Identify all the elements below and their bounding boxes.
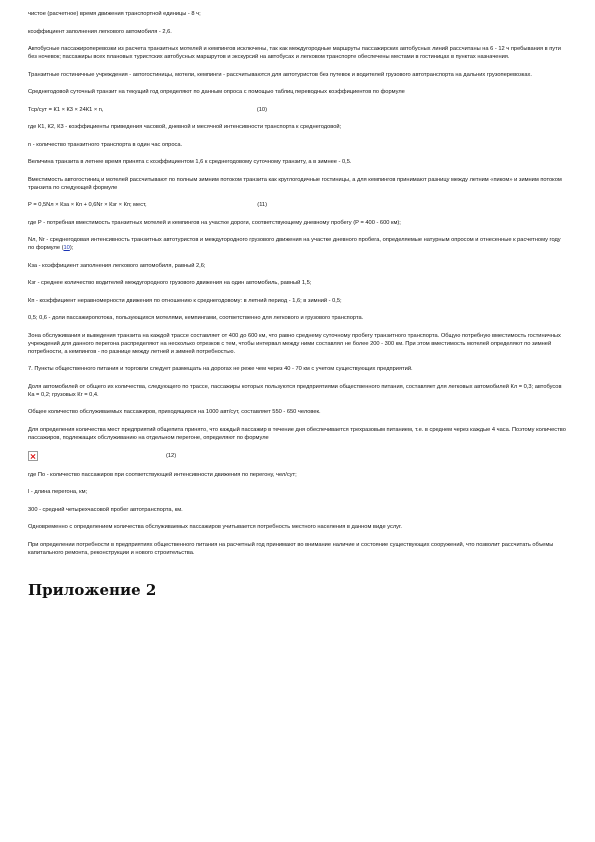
formula-12 bbox=[28, 451, 567, 461]
paragraph: При определении потребности в предприятиях общественного питания на расчетный год принимают во внимание наличие и состояние существующих сооружений, что позволит рассчитать объемы капитального ремонта, реконструкции и нового строительства. bbox=[28, 541, 554, 556]
paragraph: l - длина перегона, км; bbox=[28, 489, 88, 495]
paragraph: 0,5; 0,6 - доли пассажиропотока, пользующихся мотелями, кемпингами, соответственно для легкового и грузового транспорта. bbox=[28, 315, 364, 321]
paragraph: Кзг - среднее количество водителей междугородного грузового движения на один автомобиль, равный 1,5; bbox=[28, 280, 312, 286]
paragraph: Среднегодовой суточный транзит на текущий год определяют по данным опроса с помощью таблиц переводных коэффициентов по формуле bbox=[28, 89, 405, 95]
paragraph: где К1, К2, К3 - коэффициенты приведения часовой, дневной и месячной интенсивности транспорта к среднегодовой; bbox=[28, 124, 342, 130]
paragraph: Доля автомобилей от общего их количества, следующего по трассе, пассажиры которых пользуются предприятиями общественного питания, составляет для легковых автомобилей Кл = 0,3; автобусов Ка = 0,2; грузовых Кг = 0,4. bbox=[28, 383, 562, 398]
paragraph: Общее количество обслуживаемых пассажиров, приходящихся на 1000 авт/сут, составляет 550 - 650 человек. bbox=[28, 409, 321, 415]
formula-number: (10) bbox=[256, 106, 267, 113]
paragraph-text: Nл, Nг - среднегодовая интенсивность транзитных автотуристов и междугородного грузового движения на участке дневного пробега, определяемые натурным опросом и отнесенные к расчетному году по формуле ( bbox=[28, 237, 561, 251]
paragraph: Величина транзита в летнее время принята с коэффициентом 1,6 к среднегодовому суточному транзиту, а в зимнее - 0,5. bbox=[28, 159, 352, 165]
formula-number: (12) bbox=[166, 453, 177, 459]
paragraph: чистое (расчетное) время движения транспортной единицы - 8 ч; bbox=[28, 11, 201, 17]
paragraph: Транзитные гостиничные учреждения - автогостиницы, мотели, кемпинги - рассчитываются для автотуристов без путевок и водителей грузового автотранспорта на дальних грузоперевозках. bbox=[28, 71, 532, 78]
paragraph: Кп - коэффициент неравномерности движения по отношению к среднегодовому: в летний период - 1,6; в зимний - 0,5; bbox=[28, 297, 342, 304]
paragraph: Вместимость автогостиниц и мотелей рассчитывают по полным зимним потоком транзита как круглогодичные гостиницы, а для кемпингов принимают разницу между летним «пиком» и зимним потоком транзита по следующей формуле bbox=[28, 176, 562, 191]
paragraph: коэффициент заполнения легкового автомобиля - 2,6. bbox=[28, 28, 172, 35]
paragraph-text: ); bbox=[69, 245, 74, 251]
broken-image-icon bbox=[28, 451, 38, 461]
formula-11 bbox=[28, 201, 567, 209]
paragraph: Для определения количества мест предприятий общепита принято, что каждый пассажир в течение дня обеспечивается трехразовым питанием, т.е. в среднем через каждые 4 часа. Поэтому количество пассажиров, подлежащих обслуживанию на отдельном перегоне, определяют по формуле bbox=[28, 426, 566, 441]
paragraph: Кза - коэффициент заполнения легкового автомобиля, равный 2,6; bbox=[28, 262, 206, 269]
formula-10 bbox=[28, 106, 567, 114]
paragraph: 7. Пункты общественного питания и торговли следует размещать на дорогах не реже чем через 40 - 70 км с учетом существующих предприятий. bbox=[28, 366, 413, 372]
paragraph: Одновременно с определением количества обслуживаемых пассажиров учитывается потребность местного населения в данном виде услуг. bbox=[28, 524, 402, 530]
paragraph: n - количество транзитного транспорта в один час опроса. bbox=[28, 141, 183, 148]
paragraph: Автобусные пассажироперевозки из расчета транзитных мотелей и кемпингов исключены, так как междугородные маршруты пассажирских автобусных линий рассчитаны на 6 - 12 ч пребывания в пути без ночевок; пассажиры всех плановых туристских автобусных маршрутов и экскурсий на автобусах и легковом транспорте обеспечены местами в гостиницах в пунктах назначения. bbox=[28, 46, 561, 60]
paragraph: где Р - потребная вместимость транзитных мотелей и кемпингов на участке дороги, соответствующему дневному пробегу (Р = 400 - 600 км); bbox=[28, 219, 401, 226]
formula-text: Тср/сут = К1 × К3 × 24К1 × n, bbox=[28, 106, 104, 113]
paragraph: Зона обслуживания и выведения транзита на каждой трассе составляет от 400 до 600 км, что равно среднему суточному пробегу транзитного транспорта. Общую потребную вместимость гостиничных учреждений для данного перегона распределяют на несколько отрезков с тем, чтобы интервал между ними составлял не более 200 - 300 км. При этом вместимость мотелей определяют по зимней потребности, а кемпингов - по разнице между летней и зимней потребностью. bbox=[28, 332, 561, 355]
paragraph: 300 - средний четырехчасовой пробег автотранспорта, км. bbox=[28, 506, 183, 513]
formula-number: (11) bbox=[257, 202, 267, 208]
formula-link-10[interactable]: 10 bbox=[63, 245, 70, 251]
paragraph: где По - количество пассажиров при соответствующей интенсивности движения по перегону, чел/сут; bbox=[28, 471, 297, 478]
paragraph bbox=[28, 236, 567, 252]
formula-text: Р = 0,5Nл × Кза × Кп + 0,6Nг × Кзг × Кп; мест, bbox=[28, 202, 147, 208]
appendix-heading: Приложение 2 bbox=[28, 580, 157, 599]
